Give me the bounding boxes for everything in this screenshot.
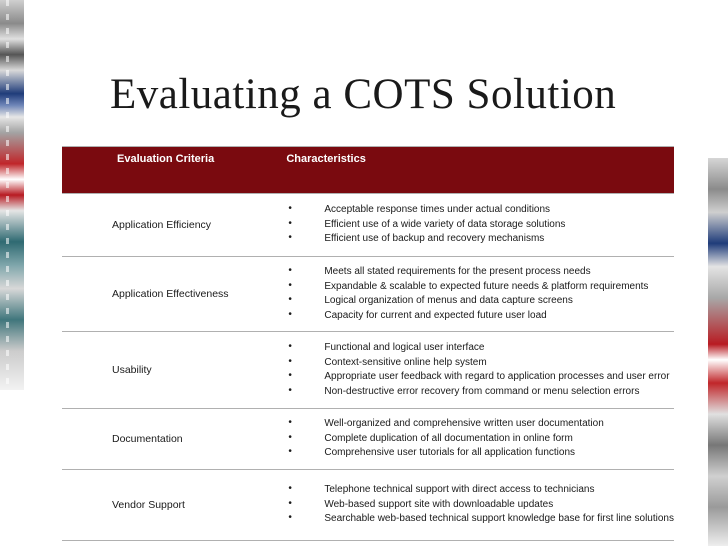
list-item <box>288 432 674 447</box>
list-item-text: Acceptable response times under actual conditions <box>324 204 551 216</box>
list-item <box>288 203 674 218</box>
characteristics-cell <box>274 194 674 257</box>
list-item-text: Efficient use of backup and recovery mechanisms <box>324 233 545 245</box>
table-row <box>62 194 674 257</box>
bullet-icon: • <box>288 341 292 352</box>
table-row <box>62 409 674 470</box>
characteristics-cell <box>274 470 674 541</box>
list-item <box>288 294 674 309</box>
characteristics-cell <box>274 257 674 332</box>
characteristics-list <box>288 417 674 461</box>
list-item <box>288 512 674 527</box>
evaluation-table <box>62 146 674 541</box>
bullet-icon: • <box>288 294 292 305</box>
list-item-text: Expandable & scalable to expected future needs & platform requirements <box>324 280 649 292</box>
list-item <box>288 370 674 385</box>
list-item <box>288 483 674 498</box>
table-row <box>62 332 674 409</box>
bullet-icon: • <box>288 483 292 495</box>
list-item <box>288 232 674 247</box>
bullet-icon: • <box>288 308 292 320</box>
bullet-icon: • <box>288 279 292 291</box>
bullet-icon: • <box>288 203 292 215</box>
list-item-text: Searchable web-based technical support knowledge base for first line solutions <box>324 513 674 525</box>
list-item <box>288 498 674 513</box>
bullet-icon: • <box>288 417 292 429</box>
list-item-text: Efficient use of a wide variety of data storage solutions <box>324 218 566 230</box>
bullet-icon: • <box>288 217 292 229</box>
list-item <box>288 218 674 233</box>
bullet-icon: • <box>288 431 292 443</box>
characteristics-list <box>288 483 674 527</box>
list-item <box>288 385 674 400</box>
list-item-text: Logical organization of menus and data capture screens <box>324 295 573 306</box>
bullet-icon: • <box>288 446 292 458</box>
list-item-text: Functional and logical user interface <box>324 342 485 353</box>
table-row <box>62 257 674 332</box>
header-characteristics: Characteristics <box>274 147 674 194</box>
list-item <box>288 417 674 432</box>
criteria-cell: Usability <box>62 332 274 409</box>
list-item <box>288 341 674 356</box>
list-item-text: Appropriate user feedback with regard to application processes and user error <box>324 371 670 382</box>
header-evaluation-criteria: Evaluation Criteria <box>62 147 274 194</box>
table-header-row <box>62 147 674 194</box>
bullet-icon: • <box>288 370 292 381</box>
list-item-text: Complete duplication of all documentation in online form <box>324 432 573 444</box>
criteria-cell: Application Effectiveness <box>62 257 274 332</box>
list-item-text: Comprehensive user tutorials for all application functions <box>324 447 576 459</box>
bullet-icon: • <box>288 355 292 367</box>
list-item <box>288 356 674 371</box>
characteristics-list <box>288 265 674 323</box>
list-item <box>288 280 674 295</box>
list-item-text: Non-destructive error recovery from command or menu selection errors <box>324 385 640 397</box>
characteristics-cell <box>274 332 674 409</box>
bullet-icon: • <box>288 265 292 276</box>
characteristics-cell <box>274 409 674 470</box>
list-item-text: Context-sensitive online help system <box>324 356 487 368</box>
characteristics-list <box>288 203 674 247</box>
criteria-cell: Vendor Support <box>62 470 274 541</box>
bullet-icon: • <box>288 512 292 524</box>
table-row <box>62 470 674 541</box>
list-item-text: Meets all stated requirements for the present process needs <box>324 266 591 277</box>
list-item <box>288 446 674 461</box>
list-item <box>288 309 674 324</box>
characteristics-list <box>288 341 674 399</box>
decorative-left-border <box>0 0 24 390</box>
slide-title: Evaluating a COTS Solution <box>110 71 617 118</box>
list-item-text: Well-organized and comprehensive written user documentation <box>324 418 604 430</box>
bullet-icon: • <box>288 232 292 244</box>
decorative-right-border <box>708 158 728 546</box>
list-item-text: Capacity for current and expected future user load <box>324 309 547 321</box>
bullet-icon: • <box>288 384 292 396</box>
list-item-text: Web-based support site with downloadable updates <box>324 498 554 510</box>
bullet-icon: • <box>288 497 292 509</box>
criteria-cell: Documentation <box>62 409 274 470</box>
list-item <box>288 265 674 280</box>
criteria-cell: Application Efficiency <box>62 194 274 257</box>
list-item-text: Telephone technical support with direct access to technicians <box>324 484 595 496</box>
